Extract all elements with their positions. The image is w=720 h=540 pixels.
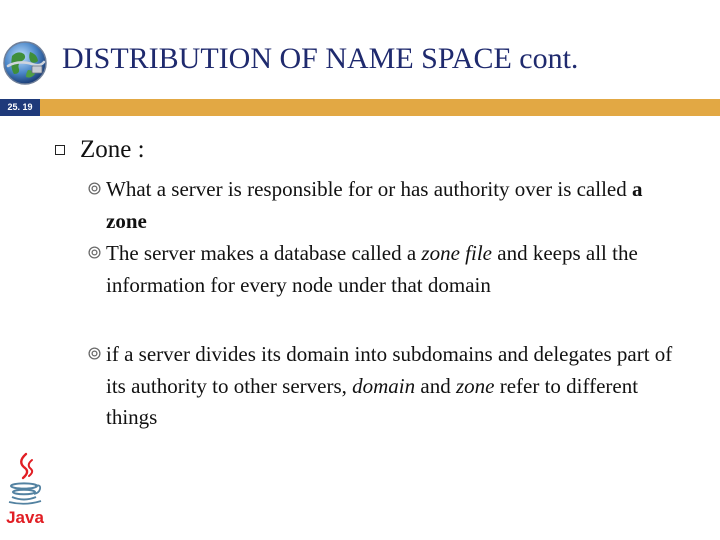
ring-bullet-icon <box>88 246 101 259</box>
ring-bullet-icon <box>88 182 101 195</box>
bullet-text: if a server divides its domain into subdomains and delegates part of its authority to other servers, domain and zone refer to different things <box>106 342 673 429</box>
zone-heading: Zone : <box>80 136 145 163</box>
accent-bar <box>0 99 720 116</box>
slide-title: DISTRIBUTION OF NAME SPACE cont. <box>62 42 579 75</box>
globe-icon <box>2 40 48 86</box>
java-logo-icon <box>4 450 46 528</box>
bullet-text: The server makes a database called a zone file and keeps all the information for every node under that domain <box>106 241 638 297</box>
square-bullet-icon <box>55 145 65 155</box>
slide-number: 25. 19 <box>0 99 40 116</box>
bullet-text: What a server is responsible for or has authority over is called a zone <box>106 177 643 233</box>
ring-bullet-icon <box>88 347 101 360</box>
svg-text:Java: Java <box>6 508 44 527</box>
